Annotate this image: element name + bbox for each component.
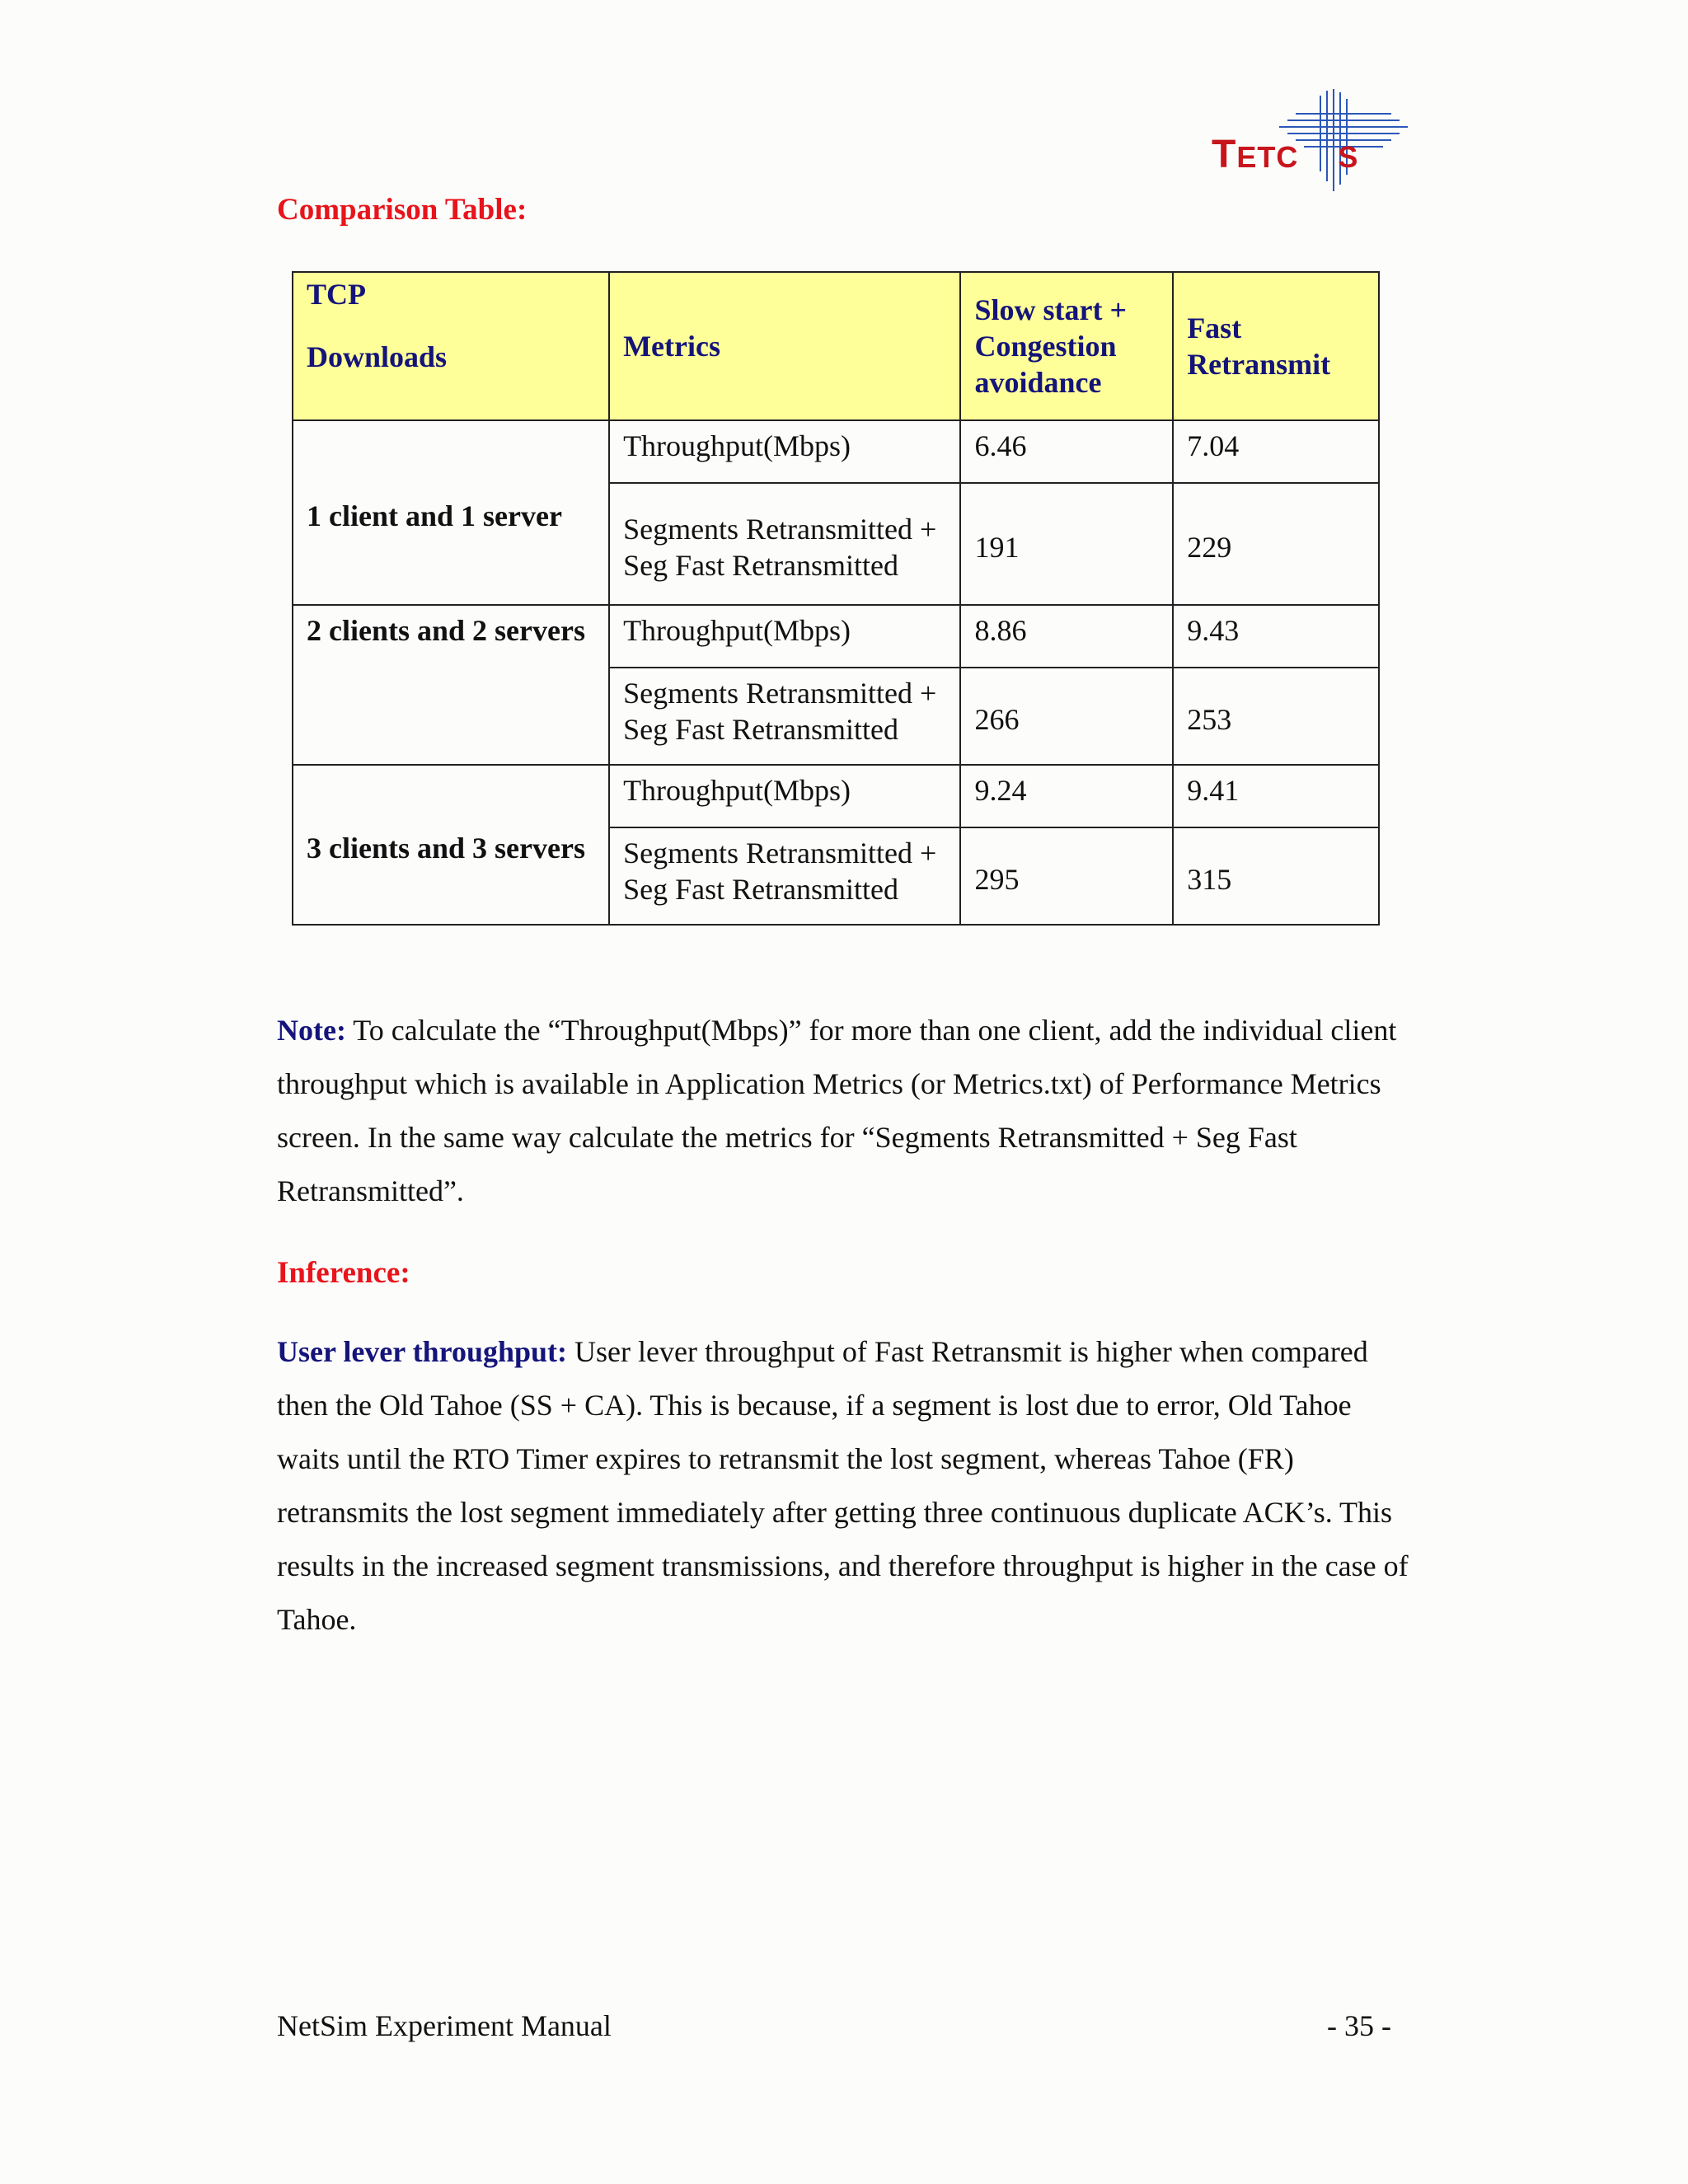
inference-paragraph xyxy=(277,1325,1414,1647)
metric-cell: Segments Retransmitted + Seg Fast Retransmitted xyxy=(609,668,960,765)
table-row xyxy=(293,765,1379,827)
fr-value: 315 xyxy=(1173,827,1379,925)
comparison-table xyxy=(292,271,1380,926)
fr-value: 253 xyxy=(1173,668,1379,765)
footer-manual-title: NetSim Experiment Manual xyxy=(277,2009,612,2042)
logo-wordmark: TETC S xyxy=(1212,133,1359,176)
group-label: 1 client and 1 server xyxy=(293,420,609,605)
group-label: 3 clients and 3 servers xyxy=(293,765,609,925)
table-row xyxy=(293,420,1379,483)
tetcos-logo xyxy=(1197,89,1409,196)
ss-value: 295 xyxy=(960,827,1173,925)
ss-value: 6.46 xyxy=(960,420,1173,483)
comparison-table-title: Comparison Table: xyxy=(277,193,528,227)
header-tcp-downloads: TCP Downloads xyxy=(293,272,609,420)
metric-cell: Throughput(Mbps) xyxy=(609,420,960,483)
note-text: To calculate the “Throughput(Mbps)” for more than one client, add the individual client throughput which is available in Application Metrics (or Metrics.txt) of Performance Metrics screen. In the same way calculate the metrics for “Segments Retransmitted + Seg Fast Retransmitted”. xyxy=(277,1014,1397,1207)
metric-cell: Segments Retransmitted + Seg Fast Retransmitted xyxy=(609,483,960,605)
fr-value: 9.41 xyxy=(1173,765,1379,827)
ss-value: 8.86 xyxy=(960,605,1173,668)
metric-cell: Throughput(Mbps) xyxy=(609,765,960,827)
metric-cell: Segments Retransmitted + Seg Fast Retransmitted xyxy=(609,827,960,925)
fr-value: 229 xyxy=(1173,483,1379,605)
metric-cell: Throughput(Mbps) xyxy=(609,605,960,668)
ss-value: 9.24 xyxy=(960,765,1173,827)
fr-value: 9.43 xyxy=(1173,605,1379,668)
header-metrics: Metrics xyxy=(609,272,960,420)
footer-page-number: - 35 - xyxy=(1327,2009,1391,2042)
inference-text: User lever throughput of Fast Retransmit is higher when compared then the Old Tahoe (SS + CA). This is because, if a segment is lost due to error, Old Tahoe waits until the RTO Timer expires to retransmit the lost segment, whereas Tahoe (FR) retransmits the lost segment immediately after getting three continuous duplicate ACK’s. This results in the increased segment transmissions, and therefore throughput is higher in the case of Tahoe. xyxy=(277,1335,1409,1636)
table-row xyxy=(293,605,1379,668)
inference-label: User lever throughput: xyxy=(277,1335,568,1368)
table-header-row xyxy=(293,272,1379,420)
ss-value: 191 xyxy=(960,483,1173,605)
ss-value: 266 xyxy=(960,668,1173,765)
inference-title: Inference: xyxy=(277,1256,410,1290)
group-label: 2 clients and 2 servers xyxy=(293,605,609,765)
header-slow-start: Slow start + Congestion avoidance xyxy=(960,272,1173,420)
note-paragraph xyxy=(277,1004,1414,1218)
note-label: Note: xyxy=(277,1014,346,1047)
fr-value: 7.04 xyxy=(1173,420,1379,483)
header-fast-retransmit: Fast Retransmit xyxy=(1173,272,1379,420)
